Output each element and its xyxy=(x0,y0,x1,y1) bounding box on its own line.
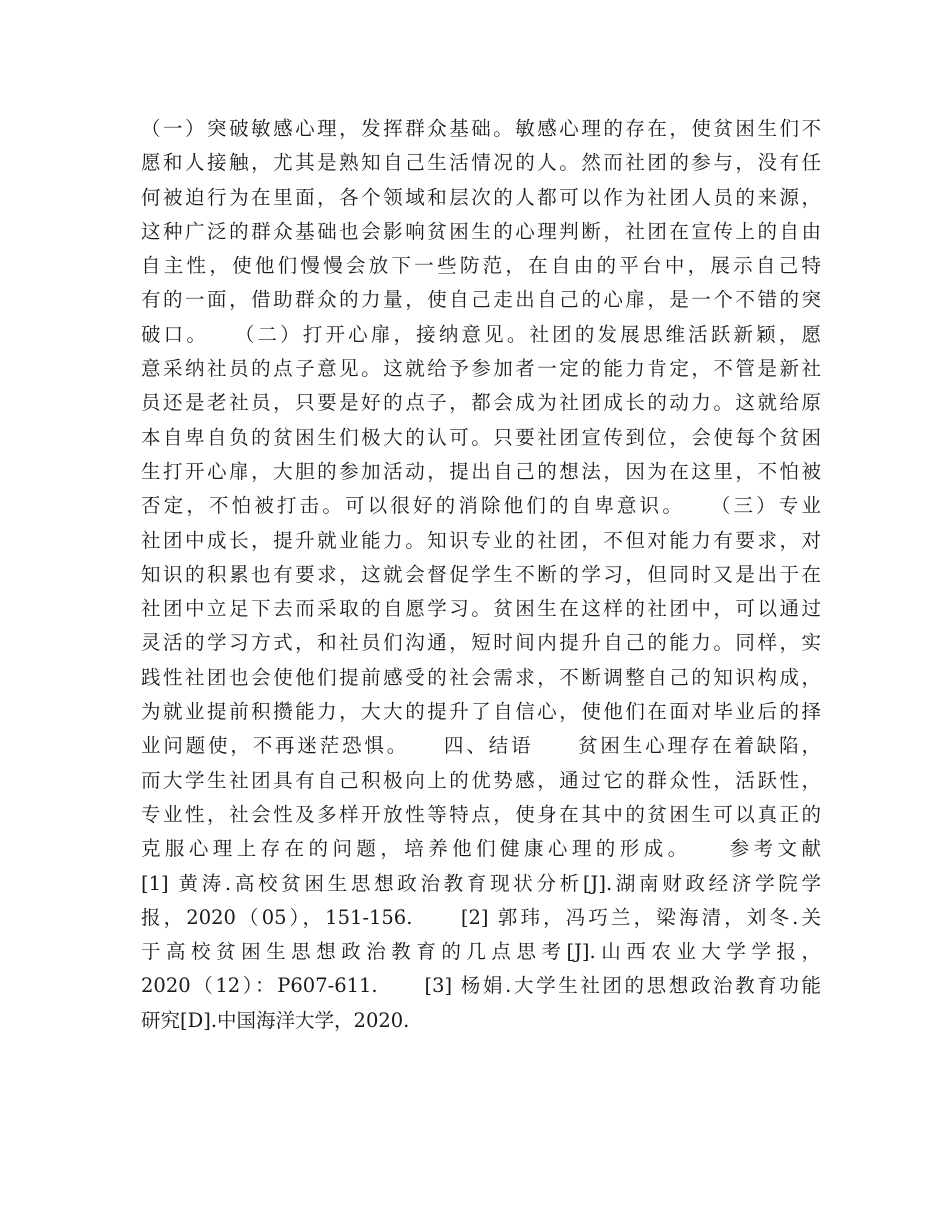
text-line: 业问题使，不再迷茫恐惧。 四、结语 贫困生心理存在着缺陷， xyxy=(141,734,821,758)
text-line: 克服心理上存在的问题，培养他们健康心理的形成。 参考文献 xyxy=(141,837,821,861)
text-line: 而大学生社团具有自己积极向上的优势感，通过它的群众性，活跃性， xyxy=(141,768,821,792)
text-line: 为就业提前积攒能力，大大的提升了自信心，使他们在面对毕业后的择 xyxy=(141,700,821,724)
reference-line: 报，2020（05），151-156. [2] 郭玮，冯巧兰，梁海清，刘冬.关 xyxy=(141,905,821,929)
text-line: 这种广泛的群众基础也会影响贫困生的心理判断，社团在宣传上的自由 xyxy=(141,219,821,243)
text-line: 自主性，使他们慢慢会放下一些防范，在自由的平台中，展示自己特 xyxy=(141,254,821,278)
text-line: 有的一面，借助群众的力量，使自己走出自己的心扉，是一个不错的突 xyxy=(141,288,821,312)
text-line: 愿和人接触，尤其是熟知自己生活情况的人。然而社团的参与，没有任 xyxy=(141,151,821,175)
text-line: 意采纳社员的点子意见。这就给予参加者一定的能力肯定，不管是新社 xyxy=(141,357,821,381)
text-line: 践性社团也会使他们提前感受的社会需求，不断调整自己的知识构成， xyxy=(141,665,821,689)
text-line: 否定，不怕被打击。可以很好的消除他们的自卑意识。 （三）专业 xyxy=(141,494,821,518)
text-line: 何被迫行为在里面，各个领域和层次的人都可以作为社团人员的来源， xyxy=(141,185,821,209)
text-line: 灵活的学习方式，和社员们沟通，短时间内提升自己的能力。同样，实 xyxy=(141,631,821,655)
text-line: 社团中成长，提升就业能力。知识专业的社团，不但对能力有要求，对 xyxy=(141,528,821,552)
text-line: （一）突破敏感心理，发挥群众基础。敏感心理的存在，使贫困生们不 xyxy=(141,117,821,140)
reference-line: [1] 黄涛.高校贫困生思想政治教育现状分析[J].湖南财政经济学院学 xyxy=(141,871,821,895)
article-body xyxy=(141,112,821,1038)
reference-line: 于高校贫困生思想政治教育的几点思考[J].山西农业大学学报， xyxy=(141,940,821,964)
text-line: 知识的积累也有要求，这就会督促学生不断的学习，但同时又是出于在 xyxy=(141,562,821,586)
text-line: 生打开心扉，大胆的参加活动，提出自己的想法，因为在这里，不怕被 xyxy=(141,459,821,483)
text-line: 破口。 （二）打开心扉，接纳意见。社团的发展思维活跃新颖，愿 xyxy=(141,322,821,346)
text-line: 社团中立足下去而采取的自愿学习。贫困生在这样的社团中，可以通过 xyxy=(141,597,821,621)
text-line: 员还是老社员，只要是好的点子，都会成为社团成长的动力。这就给原 xyxy=(141,391,821,415)
text-line: 专业性，社会性及多样开放性等特点，使身在其中的贫困生可以真正的 xyxy=(141,802,821,826)
text-line: 本自卑自负的贫困生们极大的认可。只要社团宣传到位，会使每个贫困 xyxy=(141,425,821,449)
reference-line: 2020（12）：P607-611. [3] 杨娟.大学生社团的思想政治教育功能 xyxy=(141,974,821,998)
reference-line: 研究[D].中国海洋大学，2020. xyxy=(141,1008,410,1032)
